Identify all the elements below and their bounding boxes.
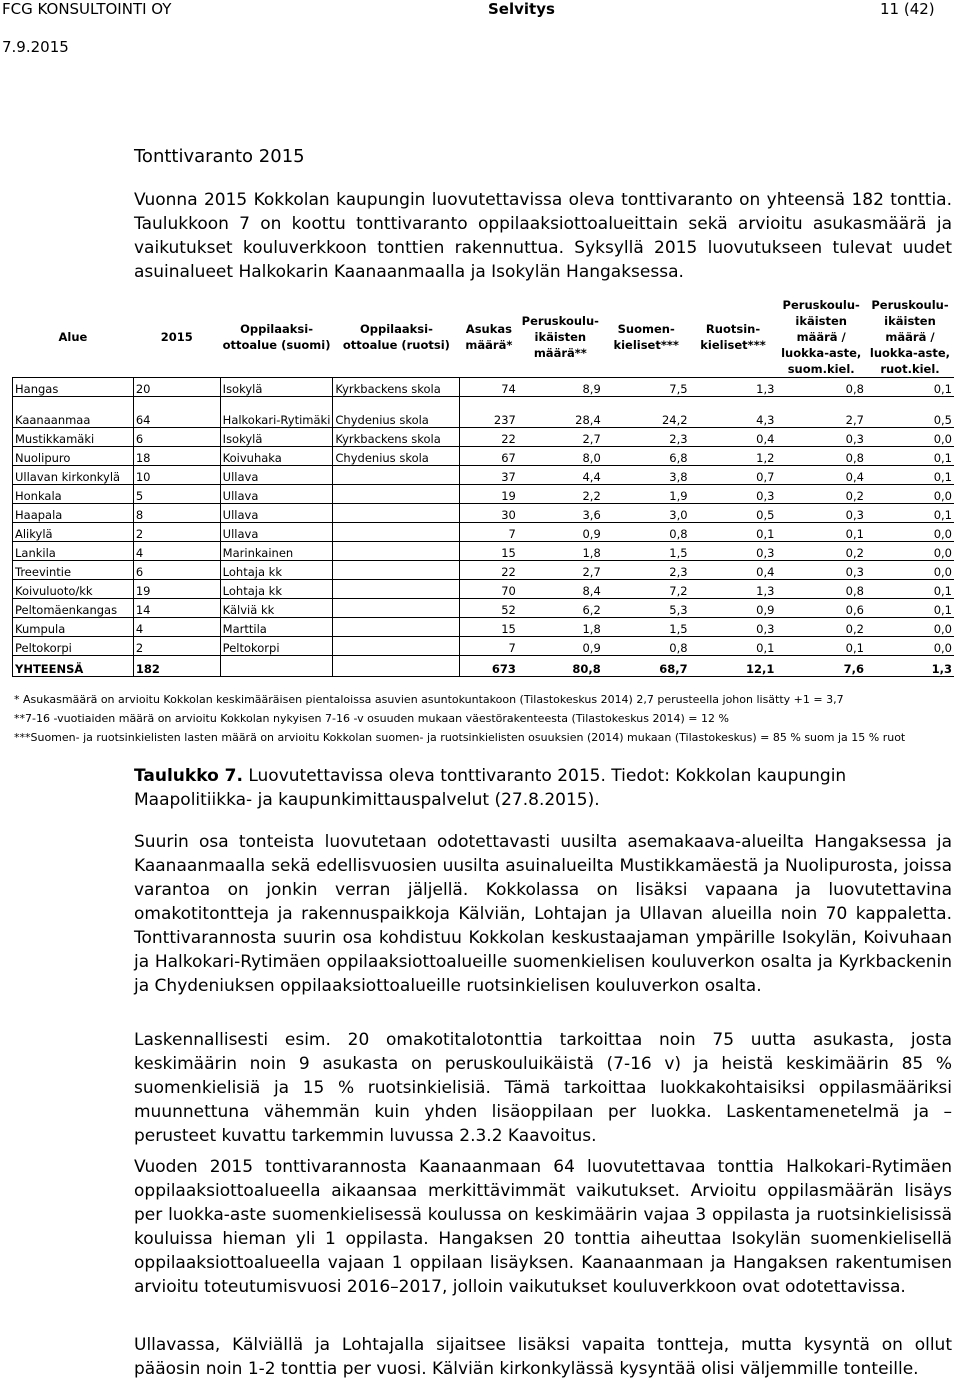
table-cell: [333, 580, 460, 599]
col-header: Alue: [58, 330, 88, 344]
table-cell: 0,0: [866, 637, 954, 656]
table-cell: 0,5: [690, 504, 777, 523]
table-cell: 1,3: [690, 580, 777, 599]
table-cell: 5: [133, 485, 220, 504]
table-header-row: [13, 297, 955, 378]
table-cell: 0,3: [690, 542, 777, 561]
table-cell: 4,3: [690, 397, 777, 428]
col-header: Ruotsin-kieliset***: [700, 322, 766, 352]
table-cell: 0,1: [690, 637, 777, 656]
table-cell: 19: [133, 580, 220, 599]
table-cell: 5,3: [603, 599, 690, 618]
table-cell: 237: [460, 397, 518, 428]
table-cell: 0,3: [776, 428, 866, 447]
table-cell: 0,0: [866, 618, 954, 637]
table-row: [13, 504, 955, 523]
table-cell: Hangas: [13, 378, 134, 397]
table-row: [13, 397, 955, 428]
table-cell: 20: [133, 378, 220, 397]
table-cell: 0,3: [776, 561, 866, 580]
table-cell: 1,8: [518, 618, 603, 637]
table-cell: 0,1: [866, 580, 954, 599]
table-cell: [333, 466, 460, 485]
col-header: Peruskoulu-ikäisten määrä / luokka-aste, ruot.kiel.: [869, 298, 951, 376]
table-cell: 2: [133, 523, 220, 542]
table-cell: [220, 656, 333, 677]
table-cell: Treevintie: [13, 561, 134, 580]
table-cell: YHTEENSÄ: [13, 656, 134, 677]
table-cell: 22: [460, 561, 518, 580]
table-cell: 0,1: [866, 599, 954, 618]
table-cell: 2,7: [518, 561, 603, 580]
table-cell: 3,6: [518, 504, 603, 523]
table-cell: Mustikkamäki: [13, 428, 134, 447]
table-cell: Koivuluoto/kk: [13, 580, 134, 599]
table-row: [13, 466, 955, 485]
table-cell: 6,8: [603, 447, 690, 466]
col-header: Oppilaaksi-ottoalue (suomi): [222, 322, 331, 352]
table-cell: 7: [460, 523, 518, 542]
table-cell: 52: [460, 599, 518, 618]
table-cell: 0,1: [866, 504, 954, 523]
col-header: 2015: [160, 330, 193, 344]
table-cell: 74: [460, 378, 518, 397]
footnote-3: ***Suomen- ja ruotsinkielisten lasten määrä on arvioitu Kokkolan suomen- ja ruotsinkielisten osuuksien (2014) mukaan (Tilastokeskus) = 85 % suom ja 15 % ruot: [14, 731, 906, 744]
table-cell: 0,1: [866, 378, 954, 397]
table-cell: 6,2: [518, 599, 603, 618]
table-cell: 1,5: [603, 618, 690, 637]
table-cell: Ullava: [220, 504, 333, 523]
table-cell: 1,3: [866, 656, 954, 677]
footnote-1: * Asukasmäärä on arvioitu Kokkolan keskimääräisen pientaloissa asuvien asuntokuntakoon (Tilastokeskus 2014) 2,7 perusteella johon lisätty +1 = 3,7: [14, 693, 844, 706]
table-row: [13, 599, 955, 618]
table-cell: 2,3: [603, 561, 690, 580]
table-cell: 14: [133, 599, 220, 618]
table-cell: 0,9: [690, 599, 777, 618]
paragraph-2: Suurin osa tonteista luovutetaan odotettavasti uusilta asemakaava-alueilta Hangaksessa ja Kaanaanmaalla sekä edellisvuosien uusilta asuinalueilta Mustikkamäestä ja Nuolipurosta, joissa varantoa on jonkin verran jäljellä. Kokkolassa on lisäksi vapaana ja luovutettavina omakotitontteja ja rakennuspaikkoja Kälviän, Lohtajan ja Ullavan alueilla noin 70 kappaletta. Tonttivarannosta suurin osa kohdistuu Kokkolan keskustaajaman ympärille Isokylän, Koivuhaan ja Halkokari-Rytimäen oppilaaksiottoalueille suomenkielisen kouluverkon osalta ja Kyrkbackenin ja Chydeniuksen oppilaaksiottoalueille ruotsinkielisen kouluverkon osalta.: [134, 832, 952, 996]
intro-paragraph: Vuonna 2015 Kokkolan kaupungin luovutettavissa oleva tonttivaranto on yhteensä 182 tonttia. Taulukkoon 7 on koottu tonttivaranto oppilaaksiottoalueittain sekä arvioitu asukasmäärä ja vaikutukset kouluverkkoon tonttien rakennuttua. Syksyllä 2015 luovutukseen tulevat uudet asuinalueet Halkokarin Kaanaanmaalla ja Isokylän Hangaksessa.: [134, 190, 952, 282]
table-row: [13, 378, 955, 397]
table-cell: 0,4: [776, 466, 866, 485]
header-page-number: 11 (42): [880, 0, 935, 18]
table-cell: 80,8: [518, 656, 603, 677]
table-cell: 37: [460, 466, 518, 485]
table-cell: Kälviä kk: [220, 599, 333, 618]
table-cell: 182: [133, 656, 220, 677]
table-cell: Kumpula: [13, 618, 134, 637]
header-doc-type: Selvitys: [488, 0, 555, 18]
table-cell: 4: [133, 618, 220, 637]
table-cell: 10: [133, 466, 220, 485]
col-header: Oppilaaksi-ottoalue (ruotsi): [342, 322, 450, 352]
table-cell: 1,5: [603, 542, 690, 561]
section-title: Tonttivaranto 2015: [134, 146, 305, 167]
table-cell: 2,2: [518, 485, 603, 504]
table-cell: 0,9: [518, 637, 603, 656]
table-cell: Ullava: [220, 485, 333, 504]
table-cell: 2: [133, 637, 220, 656]
table-cell: 1,9: [603, 485, 690, 504]
plot-reserve-table: [12, 297, 954, 677]
table-cell: 22: [460, 428, 518, 447]
caption-label: Taulukko 7.: [134, 766, 243, 786]
table-cell: 8,0: [518, 447, 603, 466]
table-cell: Kaanaanmaa: [13, 397, 134, 428]
table-cell: Ullava: [220, 523, 333, 542]
table-cell: Chydenius skola: [333, 397, 460, 428]
table-row: [13, 447, 955, 466]
table-cell: 2,7: [518, 428, 603, 447]
paragraph-5: Ullavassa, Kälviällä ja Lohtajalla sijaitsee lisäksi vapaita tontteja, mutta kysyntä on ollut pääosin noin 1-2 tonttia per vuosi. Kälviän kirkonkylässä kysyntää olisi väljemmille tonteille.: [134, 1335, 952, 1379]
table-cell: 30: [460, 504, 518, 523]
table-cell: Peltokorpi: [220, 637, 333, 656]
table-cell: Marinkainen: [220, 542, 333, 561]
table-body: [13, 378, 955, 677]
table-cell: [333, 599, 460, 618]
table-cell: 6: [133, 561, 220, 580]
table-cell: [333, 504, 460, 523]
paragraph-3: Laskennallisesti esim. 20 omakotitalotonttia tarkoittaa noin 75 uutta asukasta, josta keskimäärin noin 9 asukasta on peruskouluikäistä (7-16 v) ja heistä keskimäärin 85 % suomenkielisiä ja 15 % ruotsinkielisiä. Tämä tarkoittaa luokkakohtaisiksi oppilasmääriksi muunnettuna vähemmän kuin yhden lisäoppilaan per luokka. Laskentamenetelmä ja – perusteet kuvattu tarkemmin luvussa 2.3.2 Kaavoitus.: [134, 1030, 952, 1146]
table-cell: [333, 618, 460, 637]
table-cell: [333, 656, 460, 677]
table-cell: 15: [460, 618, 518, 637]
table-cell: 0,7: [690, 466, 777, 485]
table-cell: 67: [460, 447, 518, 466]
table-cell: 15: [460, 542, 518, 561]
table-cell: Chydenius skola: [333, 447, 460, 466]
table-cell: 0,0: [866, 561, 954, 580]
table-cell: 673: [460, 656, 518, 677]
table-cell: Kyrkbackens skola: [333, 378, 460, 397]
table-row: [13, 618, 955, 637]
table-cell: 68,7: [603, 656, 690, 677]
table-cell: Lankila: [13, 542, 134, 561]
table-cell: Haapala: [13, 504, 134, 523]
table-row: [13, 428, 955, 447]
table-cell: 64: [133, 397, 220, 428]
table-cell: [333, 542, 460, 561]
table-cell: 0,3: [776, 504, 866, 523]
table-cell: 0,0: [866, 542, 954, 561]
table-cell: 0,5: [866, 397, 954, 428]
table-cell: 8,4: [518, 580, 603, 599]
paragraph-4: Vuoden 2015 tonttivarannosta Kaanaanmaan 64 luovutettavaa tonttia Halkokari-Rytimäen oppilaaksiottoalueella aikaansaa merkittävimmät vaikutukset. Arvioitu oppilasmäärän lisäys per luokka-aste suomenkielisessä koulussa on keskimäärin vajaa 3 oppilasta ja ruotsinkielisissä kouluissa hieman yli 1 oppilasta. Hangaksen 20 tonttia aiheuttaa Isokylän suomenkielisellä oppilaaksiottoalueella vajaan 1 oppilaan lisäyksen. Kaanaanmaan ja Hangaksen rakentumisen arvioitu toteutumisvuosi 2016–2017, jolloin vaikutukset kouluverkkoon ovat odotettavissa.: [134, 1157, 952, 1297]
table-cell: Koivuhaka: [220, 447, 333, 466]
table-cell: Peltomäenkangas: [13, 599, 134, 618]
table-cell: 7: [460, 637, 518, 656]
table-cell: 3,8: [603, 466, 690, 485]
table-cell: 70: [460, 580, 518, 599]
table-cell: [333, 637, 460, 656]
table-cell: 28,4: [518, 397, 603, 428]
table-cell: 0,1: [866, 466, 954, 485]
table-cell: Alikylä: [13, 523, 134, 542]
col-header: Peruskoulu-ikäisten määrä**: [521, 314, 599, 360]
footnote-2: **7-16 -vuotiaiden määrä on arvioitu Kokkolan nykyisen 7-16 -v osuuden mukaan väestörakenteesta (Tilastokeskus 2014) = 12 %: [14, 712, 729, 725]
table-cell: 18: [133, 447, 220, 466]
table-cell: Marttila: [220, 618, 333, 637]
table-cell: Ullava: [220, 466, 333, 485]
table-row: [13, 561, 955, 580]
col-header: Peruskoulu-ikäisten määrä / luokka-aste, suom.kiel.: [781, 298, 862, 376]
table-cell: 0,2: [776, 618, 866, 637]
table-cell: 1,2: [690, 447, 777, 466]
table-cell: 0,3: [690, 618, 777, 637]
table-cell: 6: [133, 428, 220, 447]
table-cell: 7,2: [603, 580, 690, 599]
table-cell: 0,4: [690, 428, 777, 447]
table-caption: [134, 764, 952, 812]
table-cell: Halkokari-Rytimäki: [220, 397, 333, 428]
table-cell: [333, 485, 460, 504]
table-cell: 0,6: [776, 599, 866, 618]
col-header: Asukas määrä*: [465, 322, 513, 352]
table-cell: 0,1: [690, 523, 777, 542]
table-cell: 7,5: [603, 378, 690, 397]
table-cell: 1,8: [518, 542, 603, 561]
table-cell: [333, 561, 460, 580]
table-cell: 0,8: [776, 447, 866, 466]
table-cell: 0,1: [866, 447, 954, 466]
table-cell: Lohtaja kk: [220, 580, 333, 599]
table-cell: 0,0: [866, 523, 954, 542]
table-total-row: [13, 656, 955, 677]
table-cell: 1,3: [690, 378, 777, 397]
table-cell: 0,8: [603, 637, 690, 656]
table-cell: 7,6: [776, 656, 866, 677]
table-cell: 0,8: [603, 523, 690, 542]
table-cell: 0,3: [690, 485, 777, 504]
table-cell: 2,3: [603, 428, 690, 447]
table-cell: Isokylä: [220, 428, 333, 447]
table-cell: 4: [133, 542, 220, 561]
table-cell: Lohtaja kk: [220, 561, 333, 580]
table-cell: Isokylä: [220, 378, 333, 397]
header-company: FCG KONSULTOINTI OY: [2, 0, 172, 18]
table-cell: Ullavan kirkonkylä: [13, 466, 134, 485]
table-row: [13, 485, 955, 504]
table-cell: 24,2: [603, 397, 690, 428]
table-cell: 3,0: [603, 504, 690, 523]
table-cell: 0,1: [776, 523, 866, 542]
table-cell: 0,1: [776, 637, 866, 656]
col-header: Suomen-kieliset***: [613, 322, 679, 352]
table-cell: 0,8: [776, 580, 866, 599]
table-row: [13, 523, 955, 542]
table-cell: 0,0: [866, 485, 954, 504]
table-cell: 2,7: [776, 397, 866, 428]
table-cell: Nuolipuro: [13, 447, 134, 466]
table-cell: 0,2: [776, 485, 866, 504]
table-row: [13, 542, 955, 561]
table-cell: Honkala: [13, 485, 134, 504]
table-row: [13, 580, 955, 599]
caption-text: Luovutettavissa oleva tonttivaranto 2015. Tiedot: Kokkolan kaupungin Maapolitiikka- ja kaupunkimittauspalvelut (27.8.2015).: [134, 766, 847, 810]
table-cell: 12,1: [690, 656, 777, 677]
header-date: 7.9.2015: [2, 38, 69, 56]
table-cell: Kyrkbackens skola: [333, 428, 460, 447]
table-row: [13, 637, 955, 656]
table-cell: 0,8: [776, 378, 866, 397]
table-cell: 0,0: [866, 428, 954, 447]
table-cell: 0,9: [518, 523, 603, 542]
table-cell: Peltokorpi: [13, 637, 134, 656]
table-cell: 8: [133, 504, 220, 523]
table-cell: 19: [460, 485, 518, 504]
table-cell: 8,9: [518, 378, 603, 397]
table-cell: 0,4: [690, 561, 777, 580]
table-cell: 0,2: [776, 542, 866, 561]
table-cell: [333, 523, 460, 542]
table-cell: 4,4: [518, 466, 603, 485]
